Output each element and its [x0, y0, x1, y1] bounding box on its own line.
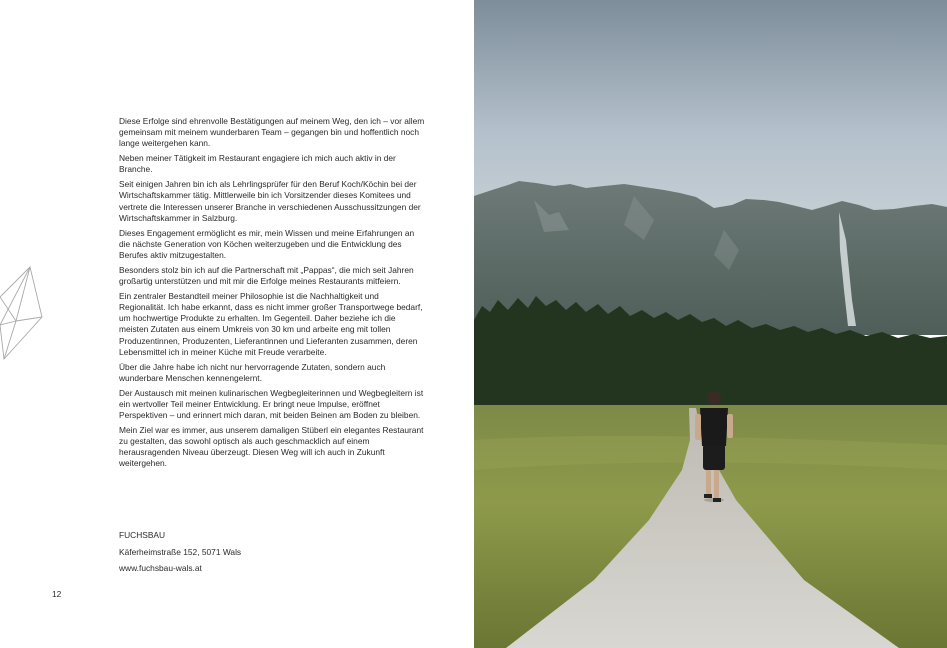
paragraph: Diese Erfolge sind ehrenvolle Bestätigungen auf meinem Weg, den ich – vor allem gemeinsam mit meinem wunderbaren Team – gegangen bin und hoffentlich noch lange weitergehen kann. [119, 116, 425, 149]
crystal-outline-icon [0, 265, 44, 360]
street-address: Käferheimstraße 152, 5071 Wals [119, 546, 242, 557]
paragraph: Mein Ziel war es immer, aus unserem damaligen Stüberl ein elegantes Restaurant zu gestalten, das sowohl optisch als auch geschmacklich auf einem herausragenden Niveau überzeugt. Diesen Weg will ich auch in Zukunft weitergehen. [119, 424, 424, 469]
paragraph: Besonders stolz bin ich auf die Partnerschaft mit „Pappas“, die mich seit Jahren großartig unterstützen und mit mir die Erfolge meines Restaurants mitfeiern. [119, 264, 414, 287]
page-number: 12 [52, 589, 62, 599]
landscape-photo [474, 0, 947, 648]
paragraph: Dieses Engagement ermöglicht es mir, mein Wissen und meine Erfahrungen an die nächste Generation von Köchen weiterzugeben und die Entwicklung des Berufes aktiv mitzugestalten. [119, 227, 415, 261]
photo-illustration [474, 0, 947, 648]
paragraph: Seit einigen Jahren bin ich als Lehrlingsprüfer für den Beruf Koch/Köchin bei der Wirtschaftskammer tätig. Mittlerweile bin ich Vorsitzender dieses Komitees und vertrete die Interessen unserer Branche in verschiedenen Ausschussitzungen der Wirtschaftskammer in Salzburg. [119, 179, 421, 223]
address-block [119, 530, 241, 580]
paragraph: Ein zentraler Bestandteil meiner Philosophie ist die Nachhaltigkeit und Regionalität. Ich habe erkannt, dass es nicht immer großer Transportwege bedarf, um hochwertige Produkte zu erhalten. Im Gegenteil. Daher beziehe ich die meisten Zutaten aus einem Umkreis von 30 km und arbeite eng mit tollen Produzentinnen, Produzenten, Lieferantinnen und Lieferanten zusammen, deren Lebensmittel ich in meiner Küche mit Freude verarbeite. [119, 290, 423, 357]
body-text [119, 116, 427, 473]
website-link[interactable]: www.fuchsbau-wals.at [119, 563, 202, 574]
restaurant-name: FUCHSBAU [119, 530, 166, 540]
paragraph: Neben meiner Tätigkeit im Restaurant engagiere ich mich auch aktiv in der Branche. [119, 153, 396, 175]
paragraph: Über die Jahre habe ich nicht nur hervorragende Zutaten, sondern auch wunderbare Menschen kennengelernt. [119, 361, 386, 383]
paragraph: Der Austausch mit meinen kulinarischen Wegbegleiterinnen und Wegbegleitern ist ein wertvoller Teil meiner Entwicklung. Er bringt neue Impulse, eröffnet Perspektiven – und erinnert mich daran, mit beiden Beinen am Boden zu bleiben. [119, 387, 424, 421]
